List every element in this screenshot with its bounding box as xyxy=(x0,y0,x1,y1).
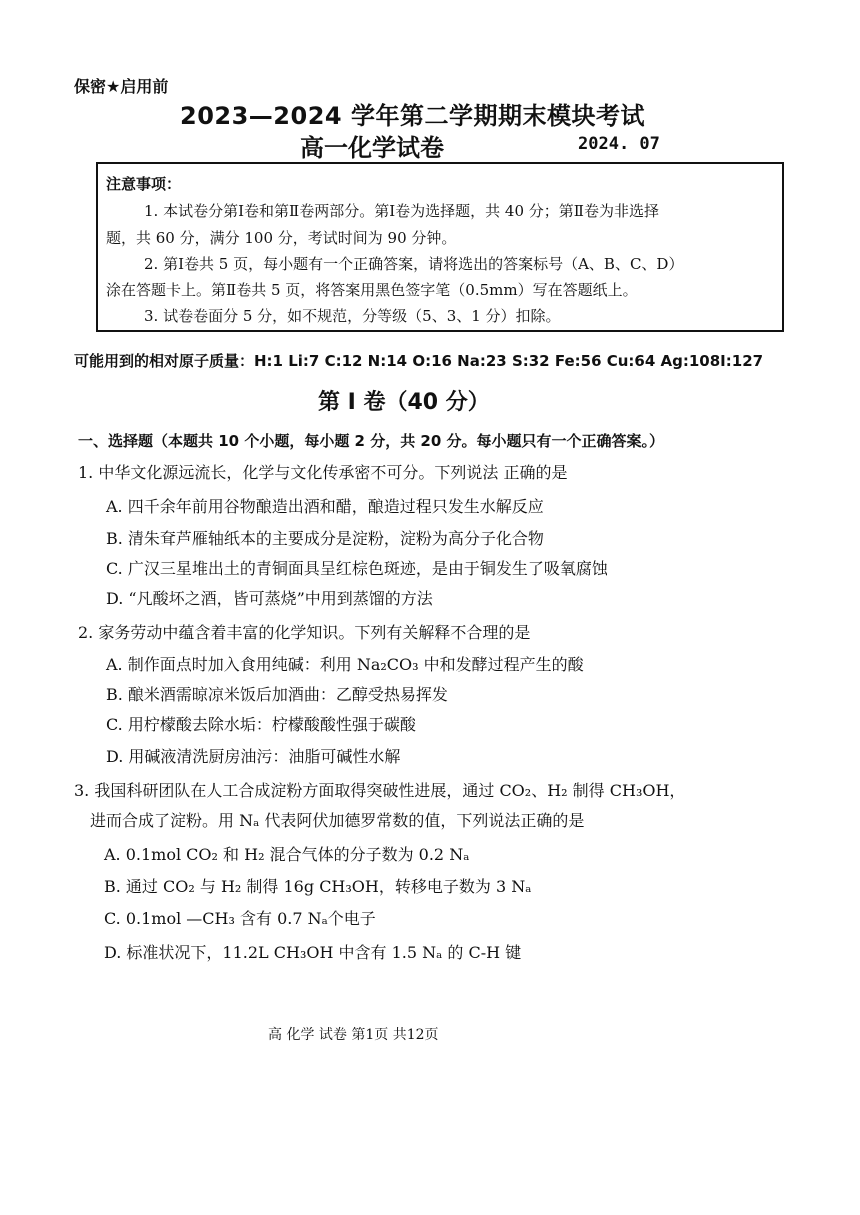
question-1-option-b: B. 清朱耷芦雁轴纸本的主要成分是淀粉，淀粉为高分子化合物 xyxy=(106,529,544,548)
part1-heading: 一、选择题（本题共 10 个小题，每小题 2 分，共 20 分。每小题只有一个正确答案。） xyxy=(78,432,665,450)
question-2-stem: 2. 家务劳动中蕴含着丰富的化学知识。下列有关解释不合理的是 xyxy=(78,623,531,642)
page-footer: 高 化学 试卷 第1页 共12页 xyxy=(268,1027,439,1043)
question-3-option-c: C. 0.1mol —CH₃ 含有 0.7 Nₐ个电子 xyxy=(104,909,376,928)
question-2-option-c: C. 用柠檬酸去除水垢：柠檬酸酸性强于碳酸 xyxy=(106,715,416,734)
question-1-stem: 1. 中华文化源远流长，化学与文化传承密不可分。下列说法 正确的是 xyxy=(78,463,568,482)
notice-line: 1. 本试卷分第Ⅰ卷和第Ⅱ卷两部分。第Ⅰ卷为选择题，共 40 分；第Ⅱ卷为非选择 xyxy=(144,202,659,220)
question-3-option-a: A. 0.1mol CO₂ 和 H₂ 混合气体的分子数为 0.2 Nₐ xyxy=(104,845,470,864)
exam-date: 2024. 07 xyxy=(578,134,660,154)
question-2-option-b: B. 酿米酒需晾凉米饭后加酒曲：乙醇受热易挥发 xyxy=(106,685,448,704)
question-3-option-b: B. 通过 CO₂ 与 H₂ 制得 16g CH₃OH，转移电子数为 3 Nₐ xyxy=(104,877,532,896)
question-2-option-d: D. 用碱液清洗厨房油污：油脂可碱性水解 xyxy=(106,747,401,766)
question-1-option-a: A. 四千余年前用谷物酿造出酒和醋，酿造过程只发生水解反应 xyxy=(106,497,544,516)
notice-line: 2. 第Ⅰ卷共 5 页，每小题有一个正确答案，请将选出的答案标号（A、B、C、D） xyxy=(144,255,684,273)
question-3-stem: 3. 我国科研团队在人工合成淀粉方面取得突破性进展，通过 CO₂、H₂ 制得 CH₃OH， xyxy=(74,781,686,800)
notice-line: 涂在答题卡上。第Ⅱ卷共 5 页，将答案用黑色签字笔（0.5mm）写在答题纸上。 xyxy=(106,281,638,299)
question-3-stem-continued: 进而合成了淀粉。用 Nₐ 代表阿伏加德罗常数的值，下列说法正确的是 xyxy=(90,811,585,830)
section-title: 第 I 卷（40 分） xyxy=(318,390,490,415)
confidential-label: 保密★启用前 xyxy=(74,77,169,96)
notice-heading: 注意事项： xyxy=(106,175,182,193)
notice-line: 3. 试卷卷面分 5 分，如不规范，分等级（5、3、1 分）扣除。 xyxy=(144,307,561,325)
question-1-option-c: C. 广汉三星堆出土的青铜面具呈红棕色斑迹，是由于铜发生了吸氧腐蚀 xyxy=(106,559,608,578)
question-3-option-d: D. 标准状况下，11.2L CH₃OH 中含有 1.5 Nₐ 的 C-H 键 xyxy=(104,943,522,962)
question-1-option-d: D. “凡酸坏之酒，皆可蒸烧”中用到蒸馏的方法 xyxy=(106,589,433,608)
question-2-option-a: A. 制作面点时加入食用纯碱：利用 Na₂CO₃ 中和发酵过程产生的酸 xyxy=(106,655,584,674)
atomic-masses: 可能用到的相对原子质量：H:1 Li:7 C:12 N:14 O:16 Na:23 S:32 Fe:56 Cu:64 Ag:108I:127 xyxy=(74,352,764,370)
exam-subtitle: 高一化学试卷 xyxy=(300,134,444,162)
exam-title: 2023—2024 学年第二学期期末模块考试 xyxy=(180,102,645,130)
notice-line: 题，共 60 分，满分 100 分，考试时间为 90 分钟。 xyxy=(106,229,457,247)
